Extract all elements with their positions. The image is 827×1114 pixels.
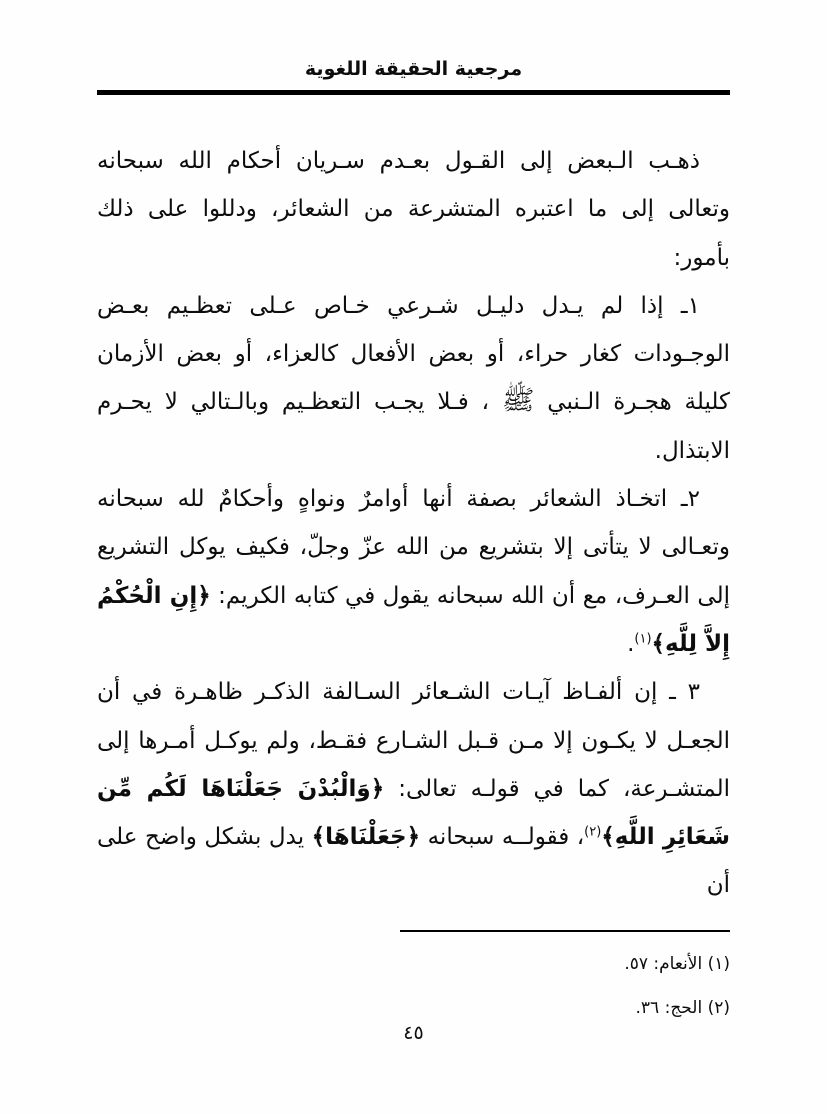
footnote-reference-2: (٢) [584,824,602,840]
quran-quote: ﴿إِنِ الْحُكْمُ إِلاَّ لِلَّهِ﴾ [97,582,730,657]
prophet-honorific-ornament: ﷺ [501,385,535,417]
page-header [97,58,730,88]
header-divider [97,90,730,95]
paragraph-text: ذهـب الـبعض إلى القـول بعـدم سـريان أحكام الله سبحانه وتعالى إلى ما اعتبره المتشرعة من الشعائر، ودللوا على ذلك بأمور: [97,148,730,271]
paragraph-text: . [627,630,635,657]
body-text [97,137,730,910]
footnote-reference-1: (١) [634,631,652,647]
paragraph-point-1 [97,282,730,475]
paragraph-text: يدل بشكل واضح على أن [97,824,730,899]
paragraph-text: ٣ ـ إن ألفـاظ آيـات الشـعائر السـالفة الذكـر ظاهـرة في أن الجعـل لا يكـون إلا مـن قـبل الشـارع فقـط، ولم يوكـل أمـرها إلى المتشـرعة، كما في قولـه تعالى: [97,679,731,802]
page-title: مرجعية الحقيقة اللغوية [304,58,523,80]
paragraph-point-2 [97,475,730,668]
page-number: ٤٥ [403,1022,424,1044]
footnote-text: (١) الأنعام: ٥٧. [624,953,730,974]
paragraph-text: ، فـلا يجـب التعظـيم وبالـتالي لا يحـرم الابتذال. [97,389,730,464]
footnotes-section [97,932,730,1030]
quran-quote: ﴿وَالْبُدْنَ جَعَلْنَاهَا لَكُم مِّن شَعَائِرِ اللَّهِ﴾ [97,775,731,851]
paragraph-point-3 [97,668,730,909]
paragraph-text: ١ـ إذا لم يـدل دليـل شـرعي خـاص عـلى تعظـيم بعـض الوجـودات كغار حراء، أو بعض الأفعال كالعزاء، أو بعض الأزمان كليلة هجـرة الـنبي [97,292,730,416]
footnote-item [97,942,730,986]
paragraph-text: ٢ـ اتخـاذ الشعائر بصفة أنها أوامرٌ ونواهٍ وأحكامٌ لله سبحانه وتعـالى لا يتأتى إلا بتشريع من الله عزّ وجلّ، فكيف يوكل التشريع إلى العـرف، مع أن الله سبحانه يقول في كتابه الكريم: [97,486,730,609]
footnote-text: (٢) الحج: ٣٦. [635,997,730,1018]
paragraph-text: ، فقولــه سبحانه [420,824,585,851]
paragraph-intro [97,137,730,282]
quran-quote: ﴿جَعَلْنَاهَا﴾ [311,824,421,851]
